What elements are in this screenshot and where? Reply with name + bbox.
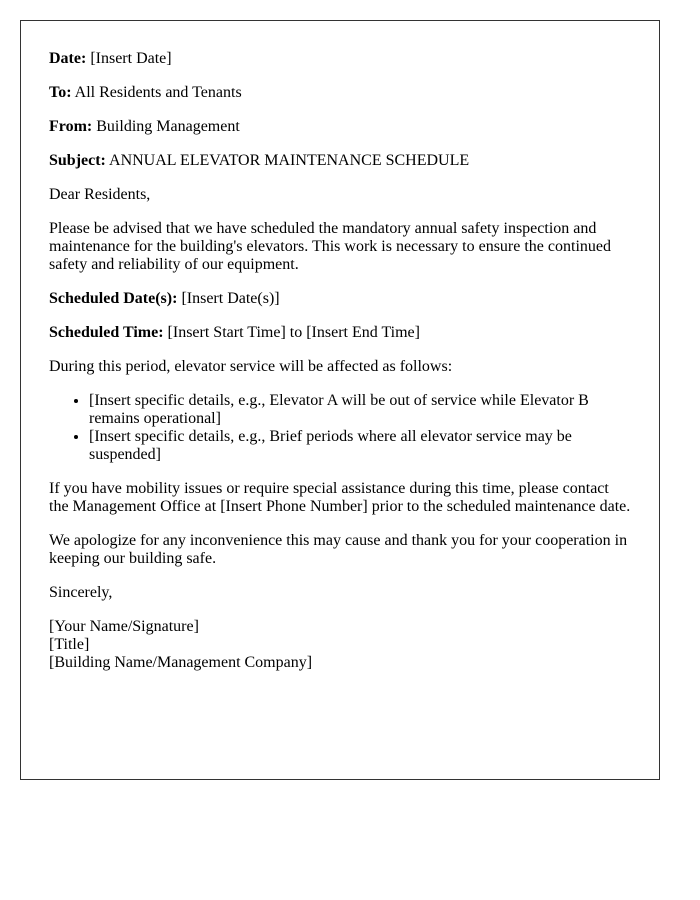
scheduled-time-label: Scheduled Time: — [49, 324, 164, 341]
scheduled-dates-value: [Insert Date(s)] — [181, 290, 280, 307]
scheduled-dates-label: Scheduled Date(s): — [49, 290, 178, 307]
signature-title: [Title] — [49, 636, 90, 653]
signature-name: [Your Name/Signature] — [49, 618, 199, 635]
signature-company: [Building Name/Management Company] — [49, 654, 313, 671]
scheduled-time-line — [49, 324, 631, 342]
signature-block — [49, 618, 631, 672]
from-label: From: — [49, 118, 93, 135]
assistance-paragraph: If you have mobility issues or require special assistance during this time, please contact the Management Office at [Insert Phone Number] prior to the scheduled maintenance date. — [49, 480, 631, 515]
impact-intro: During this period, elevator service will be affected as follows: — [49, 358, 453, 375]
to-line — [49, 84, 631, 102]
intro-paragraph: Please be advised that we have scheduled the mandatory annual safety inspection and maintenance for the building's elevators. This work is necessary to ensure the continued safety and reliability of our equipment. — [49, 220, 611, 273]
list-item: • [Insert specific details, e.g., Elevator A will be out of service while Elevator B remains operational] — [89, 392, 631, 428]
scheduled-dates-line — [49, 290, 631, 308]
letter-document — [20, 20, 660, 780]
subject-label: Subject: — [49, 152, 106, 169]
from-value: Building Management — [96, 118, 240, 135]
date-line — [49, 50, 631, 68]
greeting: Dear Residents, — [49, 186, 151, 203]
to-label: To: — [49, 84, 72, 101]
apology-paragraph: We apologize for any inconvenience this may cause and thank you for your cooperation in keeping our building safe. — [49, 532, 628, 567]
from-line — [49, 118, 631, 136]
to-value: All Residents and Tenants — [74, 84, 242, 101]
date-label: Date: — [49, 50, 87, 67]
subject-line — [49, 152, 631, 170]
subject-value: ANNUAL ELEVATOR MAINTENANCE SCHEDULE — [109, 152, 470, 169]
date-value: [Insert Date] — [90, 50, 172, 67]
impact-list — [49, 392, 631, 464]
list-item: • [Insert specific details, e.g., Brief periods where all elevator service may be suspended] — [89, 428, 631, 464]
closing: Sincerely, — [49, 584, 113, 601]
scheduled-time-value: [Insert Start Time] to [Insert End Time] — [167, 324, 420, 341]
